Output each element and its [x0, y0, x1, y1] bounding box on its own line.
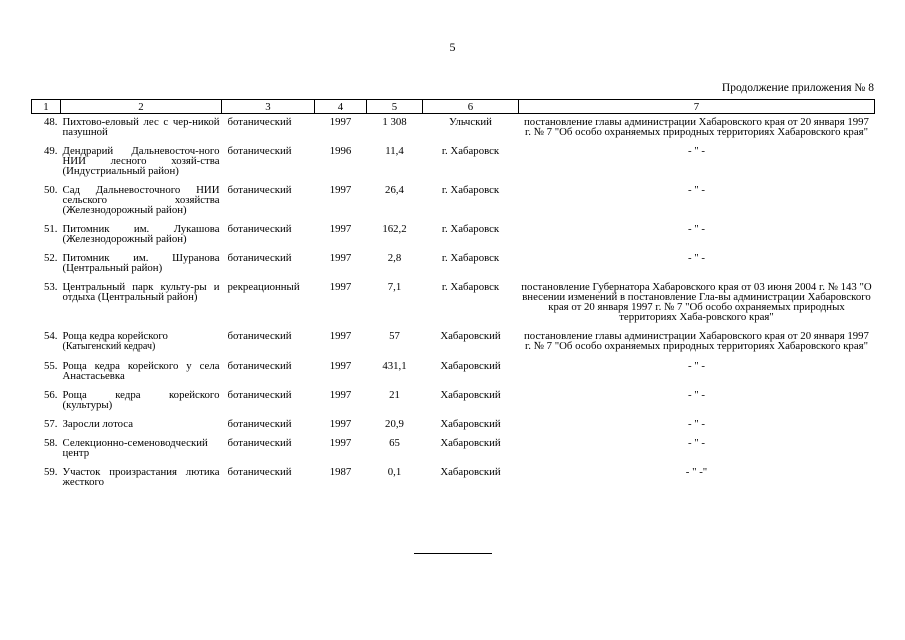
area-hectares-cell — [367, 250, 423, 279]
year-established-cell — [315, 358, 367, 387]
district-cell — [423, 435, 519, 464]
area-type-cell — [222, 328, 315, 358]
column-header: 4 — [315, 100, 367, 114]
district-cell — [423, 221, 519, 250]
column-header: 5 — [367, 100, 423, 114]
year-established-cell — [315, 250, 367, 279]
district-cell — [423, 279, 519, 328]
area-hectares-cell — [367, 182, 423, 221]
year-established: 1997 — [329, 223, 352, 235]
area-name: Роща кедра корейского (культуры) — [62, 389, 220, 411]
district-cell — [423, 387, 519, 416]
year-established-cell — [315, 279, 367, 328]
area-hectares-cell — [367, 464, 423, 493]
table-row — [32, 143, 875, 182]
continuation-note: Продолжение приложения № 8 — [721, 82, 874, 94]
table-row — [32, 279, 875, 328]
legal-document: - " - — [688, 184, 705, 196]
legal-document: постановление Губернатора Хабаровского края от 03 июня 2004 г. № 143 "О внесении изменений в постановление Гла-вы администрации Хабаровского края от 20 января 1997 г. № 7 "Об особо охраняемых природных территориях Хаба-ровского края" — [521, 281, 872, 323]
district: г. Хабаровск — [441, 145, 500, 157]
legal-document: постановление главы администрации Хабаровского края от 20 января 1997 г. № 7 "Об особо охраняемых природных территориях Хабаровского края" — [524, 116, 869, 138]
area-type-cell — [222, 279, 315, 328]
district: г. Хабаровск — [441, 281, 500, 293]
area-hectares: 431,1 — [382, 360, 407, 372]
area-type-cell — [222, 143, 315, 182]
district-cell — [423, 182, 519, 221]
area-hectares: 21 — [389, 389, 400, 401]
protected-areas-table — [31, 99, 875, 493]
area-hectares: 7,1 — [387, 281, 402, 293]
table-row — [32, 114, 875, 144]
row-number: 58. — [44, 437, 58, 449]
district: Хабаровский — [440, 466, 501, 478]
area-type: рекреационный — [227, 281, 300, 293]
row-number: 48. — [44, 116, 58, 128]
district-cell — [423, 114, 519, 144]
area-name-cell — [61, 328, 222, 358]
area-name: Дендрарий Дальневосточ-ного НИИ лесного хозяй-ства (Индустриальный район) — [62, 145, 220, 177]
column-header: 6 — [423, 100, 519, 114]
area-name: Роща кедра корейского — [62, 330, 168, 342]
row-number-cell — [32, 250, 61, 279]
district: Хабаровский — [440, 389, 501, 401]
area-hectares-cell — [367, 358, 423, 387]
table-body — [32, 114, 875, 494]
district-cell — [423, 328, 519, 358]
area-name: Заросли лотоса — [62, 418, 134, 430]
area-type-cell — [222, 182, 315, 221]
area-type: ботанический — [227, 116, 292, 128]
column-header: 3 — [222, 100, 315, 114]
area-type: ботанический — [227, 145, 292, 157]
year-established-cell — [315, 416, 367, 435]
area-name: Участок произрастания лютика жесткого — [62, 466, 220, 488]
row-number: 50. — [44, 184, 58, 196]
table-header — [32, 100, 875, 114]
legal-document: - " - — [688, 252, 705, 264]
legal-document-cell — [519, 279, 875, 328]
area-name: Селекционно-семеноводческий центр — [62, 437, 208, 459]
area-hectares: 65 — [389, 437, 400, 449]
area-name: Роща кедра корейского у села Анастасьевка — [62, 360, 220, 382]
year-established: 1997 — [329, 184, 352, 196]
district: Хабаровский — [440, 330, 501, 342]
legal-document-cell — [519, 182, 875, 221]
year-established: 1997 — [329, 252, 352, 264]
column-header: 1 — [32, 100, 61, 114]
legal-document-cell — [519, 358, 875, 387]
legal-document: - " - — [688, 360, 705, 372]
year-established-cell — [315, 435, 367, 464]
row-number: 55. — [44, 360, 58, 372]
year-established-cell — [315, 182, 367, 221]
row-number: 53. — [44, 281, 58, 293]
year-established-cell — [315, 387, 367, 416]
area-name-cell — [61, 416, 222, 435]
row-number-cell — [32, 182, 61, 221]
table-row — [32, 221, 875, 250]
year-established: 1997 — [329, 418, 352, 430]
area-name: Сад Дальневосточного НИИ сельского хозяйства (Железнодорожный район) — [62, 184, 220, 216]
legal-document-cell — [519, 464, 875, 493]
legal-document-cell — [519, 250, 875, 279]
row-number: 49. — [44, 145, 58, 157]
district: г. Хабаровск — [441, 252, 500, 264]
district: Ульчский — [449, 116, 492, 128]
table-row — [32, 387, 875, 416]
area-name: Питомник им. Лукашова (Железнодорожный район) — [62, 223, 220, 245]
row-number: 52. — [44, 252, 58, 264]
area-name-note: (Катыгенский кедрач) — [62, 341, 156, 352]
area-hectares: 0,1 — [387, 466, 402, 478]
district: Хабаровский — [440, 437, 501, 449]
area-name-cell — [61, 387, 222, 416]
row-number: 59. — [44, 466, 58, 478]
area-type: ботанический — [227, 466, 292, 478]
legal-document: - " -" — [685, 466, 708, 478]
district: Хабаровский — [440, 418, 501, 430]
row-number-cell — [32, 279, 61, 328]
area-type: ботанический — [227, 360, 292, 372]
district-cell — [423, 143, 519, 182]
row-number: 54. — [44, 330, 58, 342]
area-name-cell — [61, 358, 222, 387]
area-type: ботанический — [227, 437, 292, 449]
row-number-cell — [32, 221, 61, 250]
legal-document-cell — [519, 435, 875, 464]
area-hectares-cell — [367, 221, 423, 250]
legal-document: - " - — [688, 145, 705, 157]
legal-document-cell — [519, 387, 875, 416]
district-cell — [423, 358, 519, 387]
table-row — [32, 182, 875, 221]
area-name: Пихтово-еловый лес с чер-никой пазушной — [62, 116, 220, 138]
year-established-cell — [315, 114, 367, 144]
row-number: 56. — [44, 389, 58, 401]
footer-divider — [414, 553, 492, 554]
area-name: Питомник им. Шуранова (Центральный район) — [62, 252, 220, 274]
area-type-cell — [222, 416, 315, 435]
legal-document: - " - — [688, 389, 705, 401]
area-hectares-cell — [367, 143, 423, 182]
area-hectares-cell — [367, 435, 423, 464]
row-number-cell — [32, 358, 61, 387]
row-number-cell — [32, 143, 61, 182]
year-established: 1997 — [329, 389, 352, 401]
year-established-cell — [315, 328, 367, 358]
table-row — [32, 328, 875, 358]
year-established: 1997 — [329, 281, 352, 293]
legal-document-cell — [519, 328, 875, 358]
row-number: 51. — [44, 223, 58, 235]
area-name: Центральный парк культу-ры и отдыха (Центральный район) — [62, 281, 220, 303]
legal-document-cell — [519, 114, 875, 144]
legal-document: - " - — [688, 223, 705, 235]
year-established: 1997 — [329, 116, 352, 128]
area-name-cell — [61, 114, 222, 144]
area-hectares: 162,2 — [382, 223, 407, 235]
district-cell — [423, 464, 519, 493]
table-row — [32, 464, 875, 493]
table-row — [32, 250, 875, 279]
area-hectares: 11,4 — [385, 145, 404, 157]
area-name-cell — [61, 250, 222, 279]
area-type-cell — [222, 435, 315, 464]
area-type: ботанический — [227, 184, 292, 196]
legal-document: постановление главы администрации Хабаровского края от 20 января 1997 г. № 7 "Об особо охраняемых природных территориях Хабаровского края" — [524, 330, 869, 352]
area-hectares: 1 308 — [382, 116, 407, 128]
area-hectares: 57 — [389, 330, 400, 342]
legal-document: - " - — [688, 418, 705, 430]
area-name-cell — [61, 221, 222, 250]
row-number-cell — [32, 464, 61, 493]
area-type-cell — [222, 358, 315, 387]
area-name-cell — [61, 464, 222, 493]
column-header: 2 — [61, 100, 222, 114]
year-established-cell — [315, 464, 367, 493]
year-established: 1997 — [329, 360, 352, 372]
area-name-cell — [61, 279, 222, 328]
year-established-cell — [315, 143, 367, 182]
area-type: ботанический — [227, 223, 292, 235]
row-number-cell — [32, 387, 61, 416]
district-cell — [423, 416, 519, 435]
row-number-cell — [32, 435, 61, 464]
area-hectares-cell — [367, 387, 423, 416]
year-established: 1987 — [329, 466, 352, 478]
area-type-cell — [222, 464, 315, 493]
area-hectares-cell — [367, 328, 423, 358]
legal-document-cell — [519, 416, 875, 435]
legal-document-cell — [519, 143, 875, 182]
table-row — [32, 416, 875, 435]
area-type-cell — [222, 250, 315, 279]
area-type-cell — [222, 221, 315, 250]
area-hectares: 2,8 — [387, 252, 402, 264]
area-name-cell — [61, 182, 222, 221]
row-number-cell — [32, 114, 61, 144]
page-number: 5 — [449, 40, 456, 54]
district: г. Хабаровск — [441, 184, 500, 196]
table-row — [32, 358, 875, 387]
row-number: 57. — [44, 418, 58, 430]
area-hectares-cell — [367, 279, 423, 328]
district: г. Хабаровск — [441, 223, 500, 235]
column-header: 7 — [519, 100, 875, 114]
area-hectares: 26,4 — [385, 184, 404, 196]
year-established-cell — [315, 221, 367, 250]
area-type: ботанический — [227, 252, 292, 264]
area-type-cell — [222, 387, 315, 416]
row-number-cell — [32, 328, 61, 358]
year-established: 1997 — [329, 437, 352, 449]
legal-document: - " - — [688, 437, 705, 449]
area-hectares-cell — [367, 416, 423, 435]
area-hectares-cell — [367, 114, 423, 144]
area-type-cell — [222, 114, 315, 144]
area-name-cell — [61, 435, 222, 464]
area-type: ботанический — [227, 330, 292, 342]
row-number-cell — [32, 416, 61, 435]
area-type: ботанический — [227, 389, 292, 401]
table-row — [32, 435, 875, 464]
year-established: 1997 — [329, 330, 352, 342]
district-cell — [423, 250, 519, 279]
area-name-cell — [61, 143, 222, 182]
area-type: ботанический — [227, 418, 292, 430]
legal-document-cell — [519, 221, 875, 250]
district: Хабаровский — [440, 360, 501, 372]
year-established: 1996 — [329, 145, 352, 157]
area-hectares: 20,9 — [385, 418, 404, 430]
